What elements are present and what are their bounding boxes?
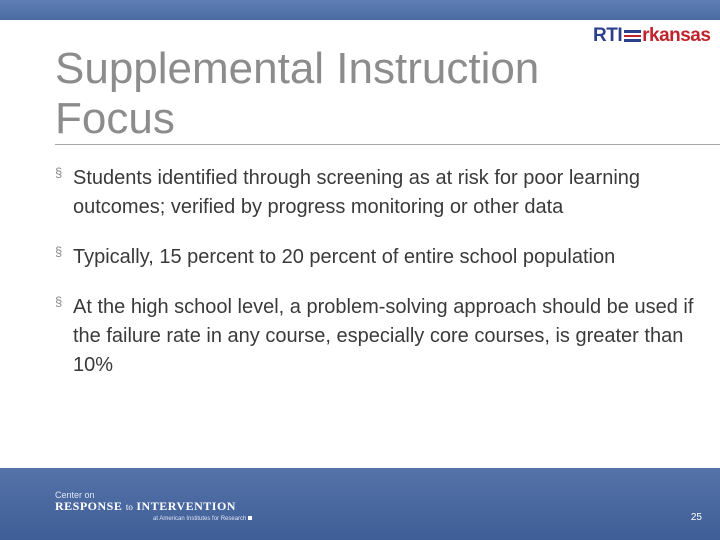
org-air: at American Institutes for Research <box>153 516 247 522</box>
bullet-item <box>55 293 695 380</box>
rti-arkansas-logo <box>593 24 717 48</box>
logo-rti-text: RTI <box>593 25 623 46</box>
flag-icon <box>624 29 641 43</box>
top-banner <box>0 0 720 20</box>
org-line-1: Center on <box>55 490 95 500</box>
org-response: RESPONSE <box>55 499 123 513</box>
footer-bar <box>0 468 720 540</box>
logo-state-text: rkansas <box>642 25 711 46</box>
page-number: 25 <box>690 512 702 523</box>
bullet-item <box>55 164 695 222</box>
org-line-2 <box>55 500 252 514</box>
bullet-text: At the high school level, a problem-solving approach should be used if the failure rate in any course, especially core courses, is greater than 10% <box>73 296 694 376</box>
bullet-marker-icon: § <box>55 244 63 259</box>
bullet-marker-icon: § <box>55 165 63 180</box>
bullet-item <box>55 243 695 272</box>
title-divider <box>55 144 720 145</box>
bullet-text: Typically, 15 percent to 20 percent of entire school population <box>73 246 616 268</box>
slide-title: Supplemental Instruction Focus <box>55 44 540 143</box>
bullet-text: Students identified through screening as at risk for poor learning outcomes; verified by progress monitoring or other data <box>73 167 641 218</box>
center-on-rti-logo <box>55 490 252 524</box>
air-square-icon <box>248 516 252 520</box>
bullet-list <box>55 164 695 401</box>
org-to: to <box>125 502 133 512</box>
bullet-marker-icon: § <box>55 294 63 309</box>
org-intervention: INTERVENTION <box>136 499 236 513</box>
org-line-3 <box>55 514 252 524</box>
